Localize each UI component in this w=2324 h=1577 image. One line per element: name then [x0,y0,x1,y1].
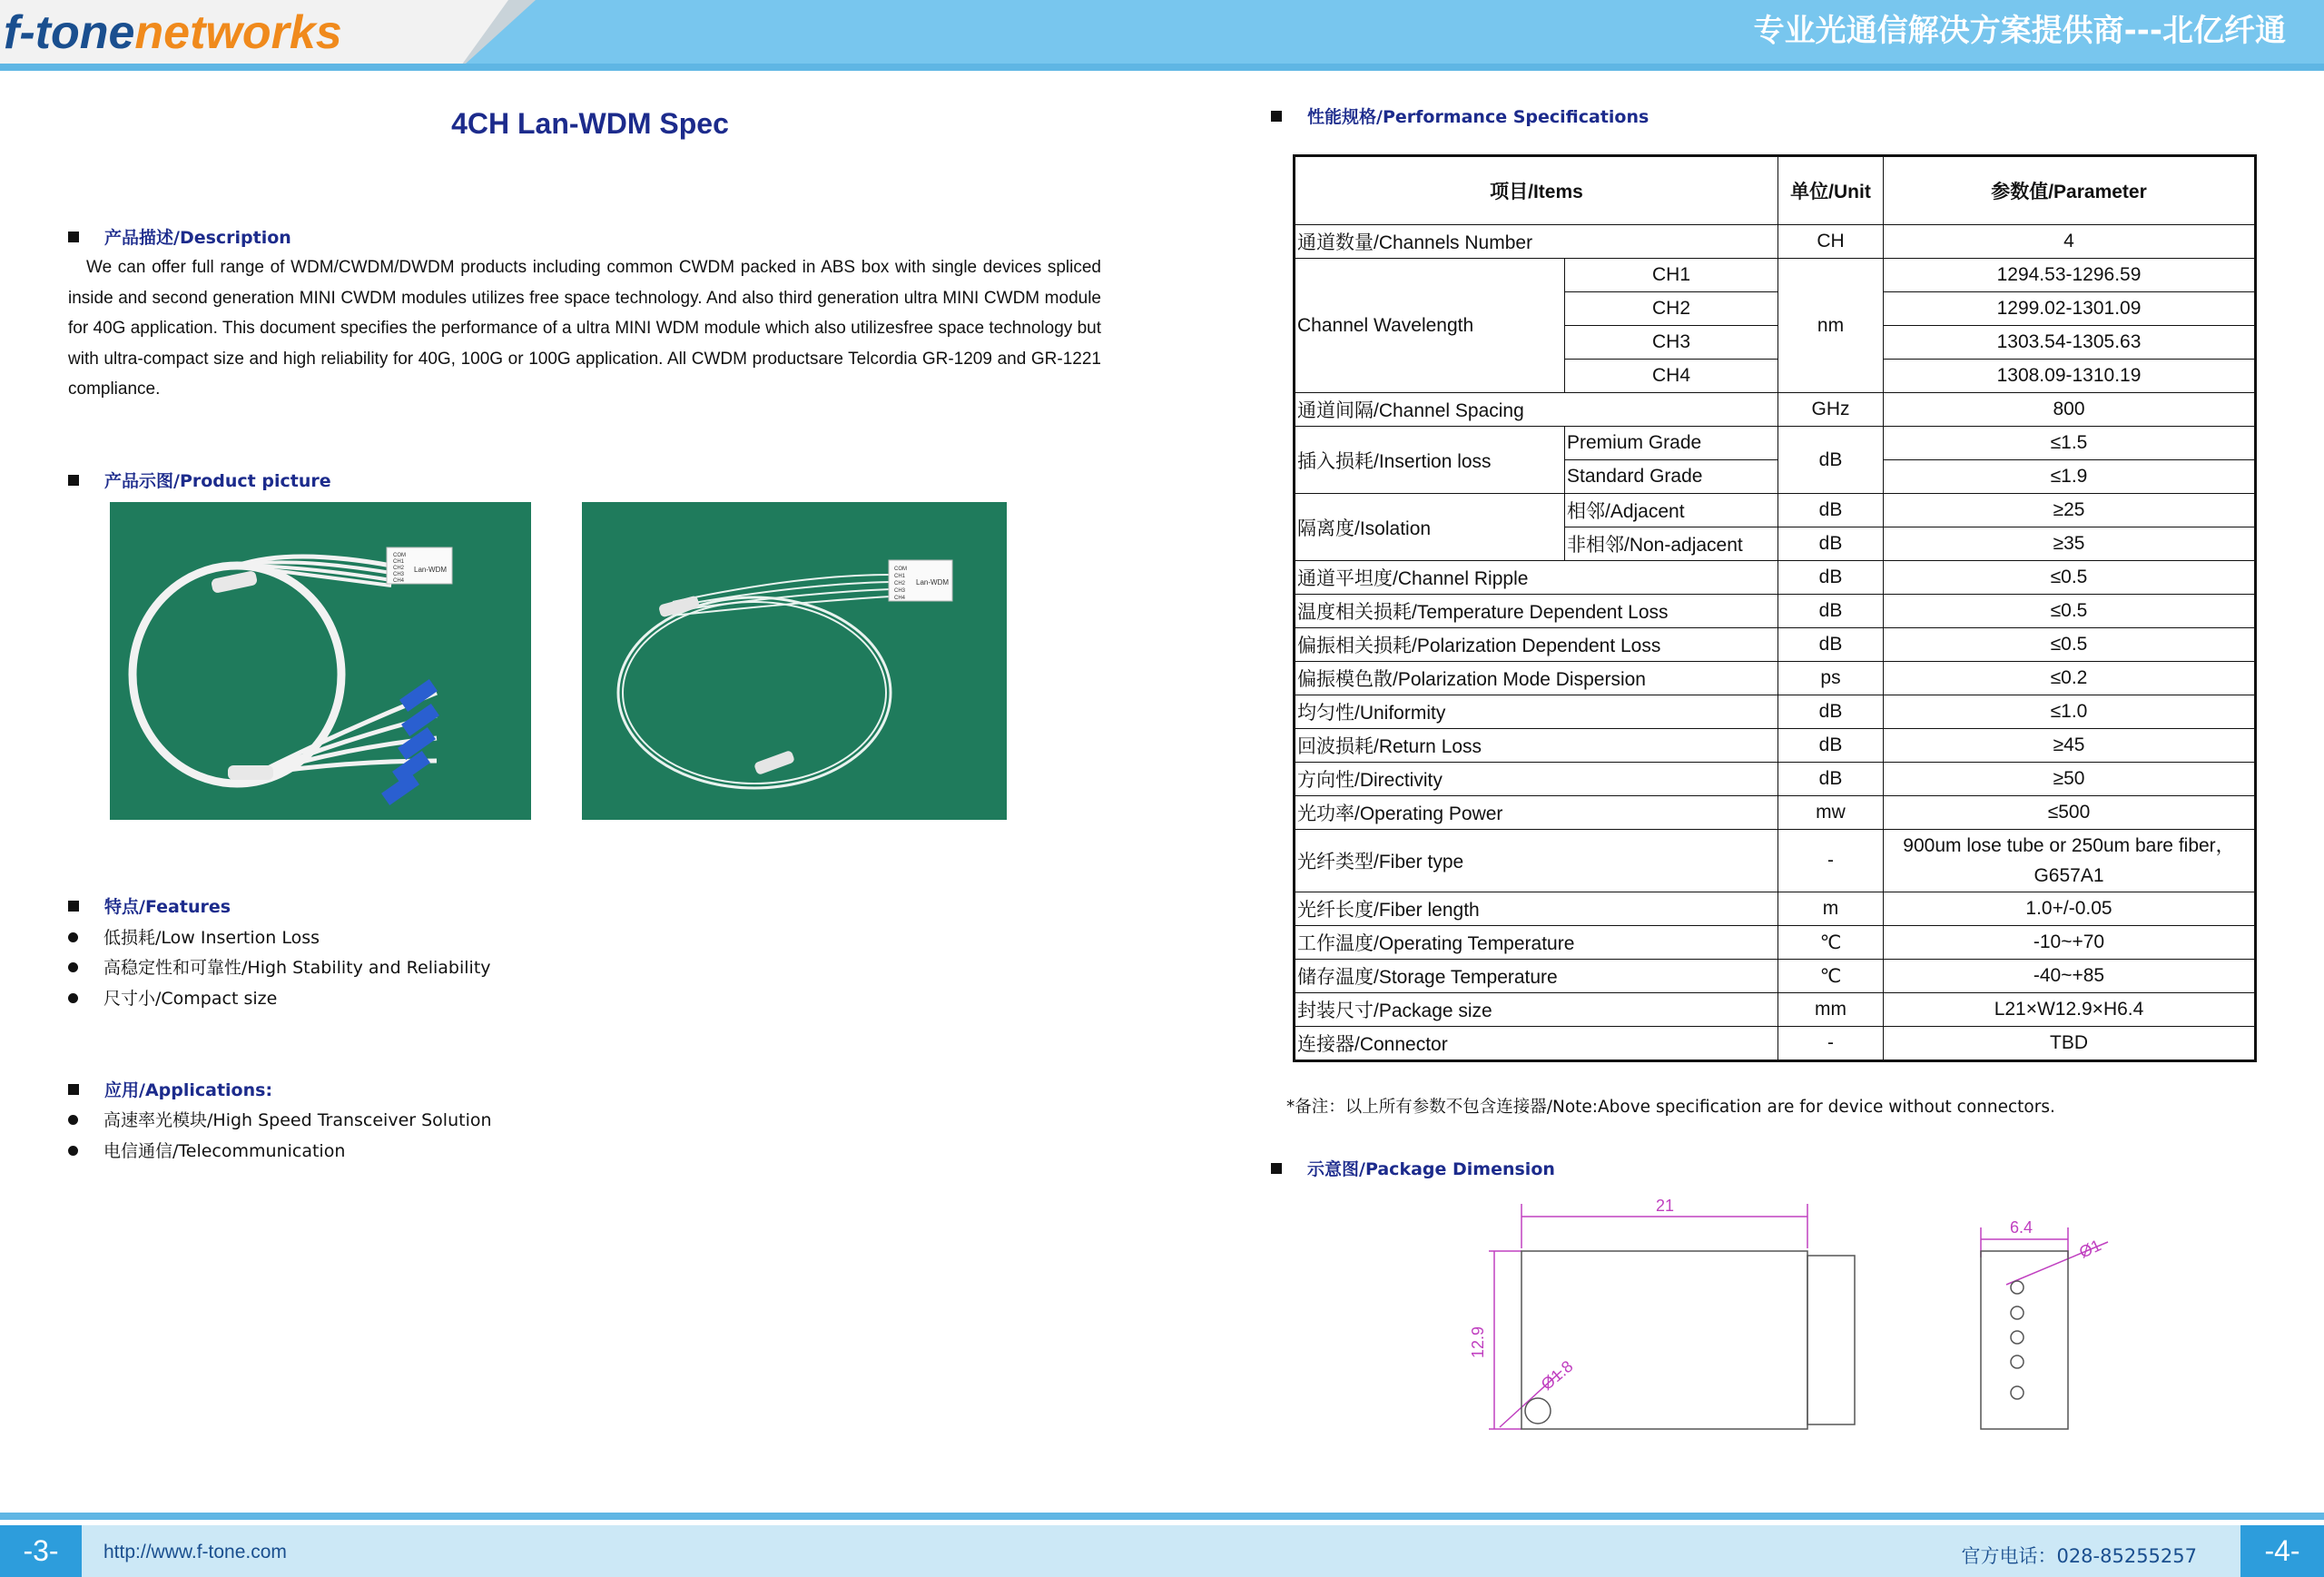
square-bullet-icon [68,1084,79,1095]
row-item: 连接器/Connector [1295,1027,1778,1061]
website-link[interactable]: http://www.f-tone.com [103,1542,287,1562]
row-item: 通道数量/Channels Number [1295,225,1778,259]
page-title: 4CH Lan-WDM Spec [451,107,729,140]
table-row [1295,695,2256,729]
row-unit: ℃ [1778,960,1884,993]
description-text: We can offer full range of WDM/CWDM/DWDM products including common CWDM packed in ABS box with single devices spliced inside and second generation MINI CWDM modules utilizes free space technology. And also third generation ultra MINI CWDM module for 40G application. This document specifies the performance of a ultra MINI WDM module which also utilizesfree space technology but with ultra-compact size and high reliability for 40G, 100G or 100G application. All CWDM productsare Telcordia GR-1209 and GR-1221 compliance. [68,258,1101,399]
row-subitem: 非相邻/Non-adjacent [1565,527,1778,561]
row-item: 封装尺寸/Package size [1295,993,1778,1027]
dim-big-hole-label: Ø1.8 [1537,1356,1577,1395]
row-unit: m [1778,892,1884,926]
row-item: 光功率/Operating Power [1295,796,1778,830]
page-number-left: -3- [0,1525,82,1577]
row-value: ≤500 [1884,796,2256,830]
row-value: ≤1.9 [1884,460,2256,494]
dim-length-label: 21 [1656,1197,1675,1215]
dimension-heading: 示意图/Package Dimension [1271,1156,1555,1180]
performance-heading: 性能规格/Performance Specifications [1271,103,1649,128]
row-unit: - [1778,1027,1884,1061]
header-unit: 单位/Unit [1778,156,1884,225]
photo2-port-label: CH1 [894,574,906,579]
row-value: 1303.54-1305.63 [1884,326,2256,360]
row-unit: dB [1778,763,1884,796]
square-bullet-icon [1271,111,1282,122]
bullet-dot-icon [68,993,78,1003]
row-subitem: 相邻/Adjacent [1565,494,1778,527]
row-item: 光纤类型/Fiber type [1295,830,1778,892]
product-photo-1 [110,502,531,820]
row-value: ≤0.2 [1884,662,2256,695]
row-item: 回波损耗/Return Loss [1295,729,1778,763]
photo1-brand-label: Lan-WDM [414,566,448,574]
bullet-dot-icon [68,962,78,972]
row-item: 均匀性/Uniformity [1295,695,1778,729]
contact-phone: 官方电话：028-85255257 [1961,1545,2197,1567]
row-unit: dB [1778,695,1884,729]
dim-small-hole-label: Ø1 [2076,1236,2104,1262]
table-row [1295,259,2256,292]
table-row [1295,993,2256,1027]
row-value: 1.0+/-0.05 [1884,892,2256,926]
row-value: L21×W12.9×H6.4 [1884,993,2256,1027]
row-unit: CH [1778,225,1884,259]
table-row [1295,662,2256,695]
row-unit: mw [1778,796,1884,830]
row-value: ≤1.0 [1884,695,2256,729]
row-value: 1299.02-1301.09 [1884,292,2256,326]
row-item: 储存温度/Storage Temperature [1295,960,1778,993]
picture-heading: 产品示图/Product picture [68,468,331,492]
row-value: ≤0.5 [1884,561,2256,595]
square-bullet-icon [68,475,79,486]
row-value: ≤1.5 [1884,427,2256,460]
photo2-port-label: COM [894,567,907,572]
table-row [1295,729,2256,763]
row-value: 1294.53-1296.59 [1884,259,2256,292]
header-slogan: 专业光通信解决方案提供商---北亿纤通 [1753,13,2286,49]
row-value: ≤0.5 [1884,628,2256,662]
photo1-port-label: CH4 [393,578,405,584]
application-item: 电信通信/Telecommunication [68,1138,345,1162]
row-item: 温度相关损耗/Temperature Dependent Loss [1295,595,1778,628]
feature-item: 尺寸小/Compact size [68,985,277,1010]
table-row [1295,595,2256,628]
logo-text-part2: networks [134,6,342,59]
table-row [1295,225,2256,259]
row-value: -10~+70 [1884,926,2256,960]
row-value: -40~+85 [1884,960,2256,993]
header-parameter: 参数值/Parameter [1884,156,2256,225]
photo1-port-label: CH2 [393,566,405,571]
feature-item: 高稳定性和可靠性/High Stability and Reliability [68,954,491,979]
row-subitem: CH4 [1565,360,1778,393]
table-row [1295,830,2256,892]
row-item: 偏振相关损耗/Polarization Dependent Loss [1295,628,1778,662]
product-photo-2-illustration [582,502,1007,820]
row-subitem: CH1 [1565,259,1778,292]
row-item: 通道间隔/Channel Spacing [1295,393,1778,427]
row-value: ≤0.5 [1884,595,2256,628]
bullet-dot-icon [68,1146,78,1156]
row-unit: dB [1778,527,1884,561]
row-item: 光纤长度/Fiber length [1295,892,1778,926]
product-photo-2 [582,502,1007,820]
logo-text-part1: f-tone [4,6,135,59]
row-value: 4 [1884,225,2256,259]
table-row [1295,960,2256,993]
row-item: Channel Wavelength [1295,259,1565,393]
dim-width-label: 6.4 [2010,1218,2034,1237]
dim-height-label: 12.9 [1469,1326,1487,1358]
photo1-port-label: COM [393,553,406,558]
table-row [1295,561,2256,595]
feature-item: 低损耗/Low Insertion Loss [68,924,320,949]
footer-divider [0,1513,2324,1520]
package-dimension-drawing [1452,1189,2124,1444]
table-row [1295,494,2256,527]
row-value: ≥45 [1884,729,2256,763]
table-row [1295,926,2256,960]
table-header-row [1295,156,2256,225]
row-unit: dB [1778,628,1884,662]
bullet-dot-icon [68,1115,78,1125]
photo2-port-label: CH4 [894,596,906,601]
row-value: 800 [1884,393,2256,427]
square-bullet-icon [68,901,79,912]
table-row [1295,427,2256,460]
table-row [1295,393,2256,427]
header-divider [0,64,2324,71]
row-unit: nm [1778,259,1884,393]
row-value: ≥25 [1884,494,2256,527]
bullet-dot-icon [68,932,78,942]
table-note: *备注：以上所有参数不包含连接器/Note:Above specification are for device without connectors. [1286,1098,2055,1117]
table-row [1295,628,2256,662]
row-unit: dB [1778,729,1884,763]
page-number-right: -4- [2240,1525,2324,1577]
performance-spec-table [1293,154,2257,1062]
photo1-port-label: CH3 [393,572,405,577]
row-value: 900um lose tube or 250um bare fiber，G657A1 [1884,830,2256,892]
row-value: 1308.09-1310.19 [1884,360,2256,393]
row-unit: GHz [1778,393,1884,427]
table-row [1295,1027,2256,1061]
features-heading: 特点/Features [68,893,231,918]
application-item: 高速率光模块/High Speed Transceiver Solution [68,1107,492,1131]
row-unit: ℃ [1778,926,1884,960]
row-item: 工作温度/Operating Temperature [1295,926,1778,960]
table-row [1295,796,2256,830]
row-unit: dB [1778,494,1884,527]
row-item: 偏振模色散/Polarization Mode Dispersion [1295,662,1778,695]
row-subitem: CH3 [1565,326,1778,360]
photo2-port-label: CH2 [894,581,906,586]
row-value: ≥50 [1884,763,2256,796]
photo1-port-label: CH1 [393,559,405,565]
row-value: TBD [1884,1027,2256,1061]
row-item: 方向性/Directivity [1295,763,1778,796]
square-bullet-icon [1271,1163,1282,1174]
row-subitem: Standard Grade [1565,460,1778,494]
row-unit: dB [1778,561,1884,595]
product-photo-1-illustration [110,502,531,820]
table-row [1295,892,2256,926]
row-unit: dB [1778,427,1884,494]
row-item: 隔离度/Isolation [1295,494,1565,561]
applications-heading: 应用/Applications: [68,1077,272,1101]
row-item: 插入损耗/Insertion loss [1295,427,1565,494]
photo2-port-label: CH3 [894,588,906,594]
row-value: ≥35 [1884,527,2256,561]
row-unit: dB [1778,595,1884,628]
square-bullet-icon [68,232,79,242]
row-subitem: CH2 [1565,292,1778,326]
photo2-brand-label: Lan-WDM [916,578,950,586]
row-subitem: Premium Grade [1565,427,1778,460]
table-row [1295,763,2256,796]
row-unit: ps [1778,662,1884,695]
header-items: 项目/Items [1295,156,1778,225]
row-item: 通道平坦度/Channel Ripple [1295,561,1778,595]
company-logo[interactable] [4,5,342,60]
row-unit: - [1778,830,1884,892]
row-unit: mm [1778,993,1884,1027]
description-heading: 产品描述/Description [68,224,291,249]
